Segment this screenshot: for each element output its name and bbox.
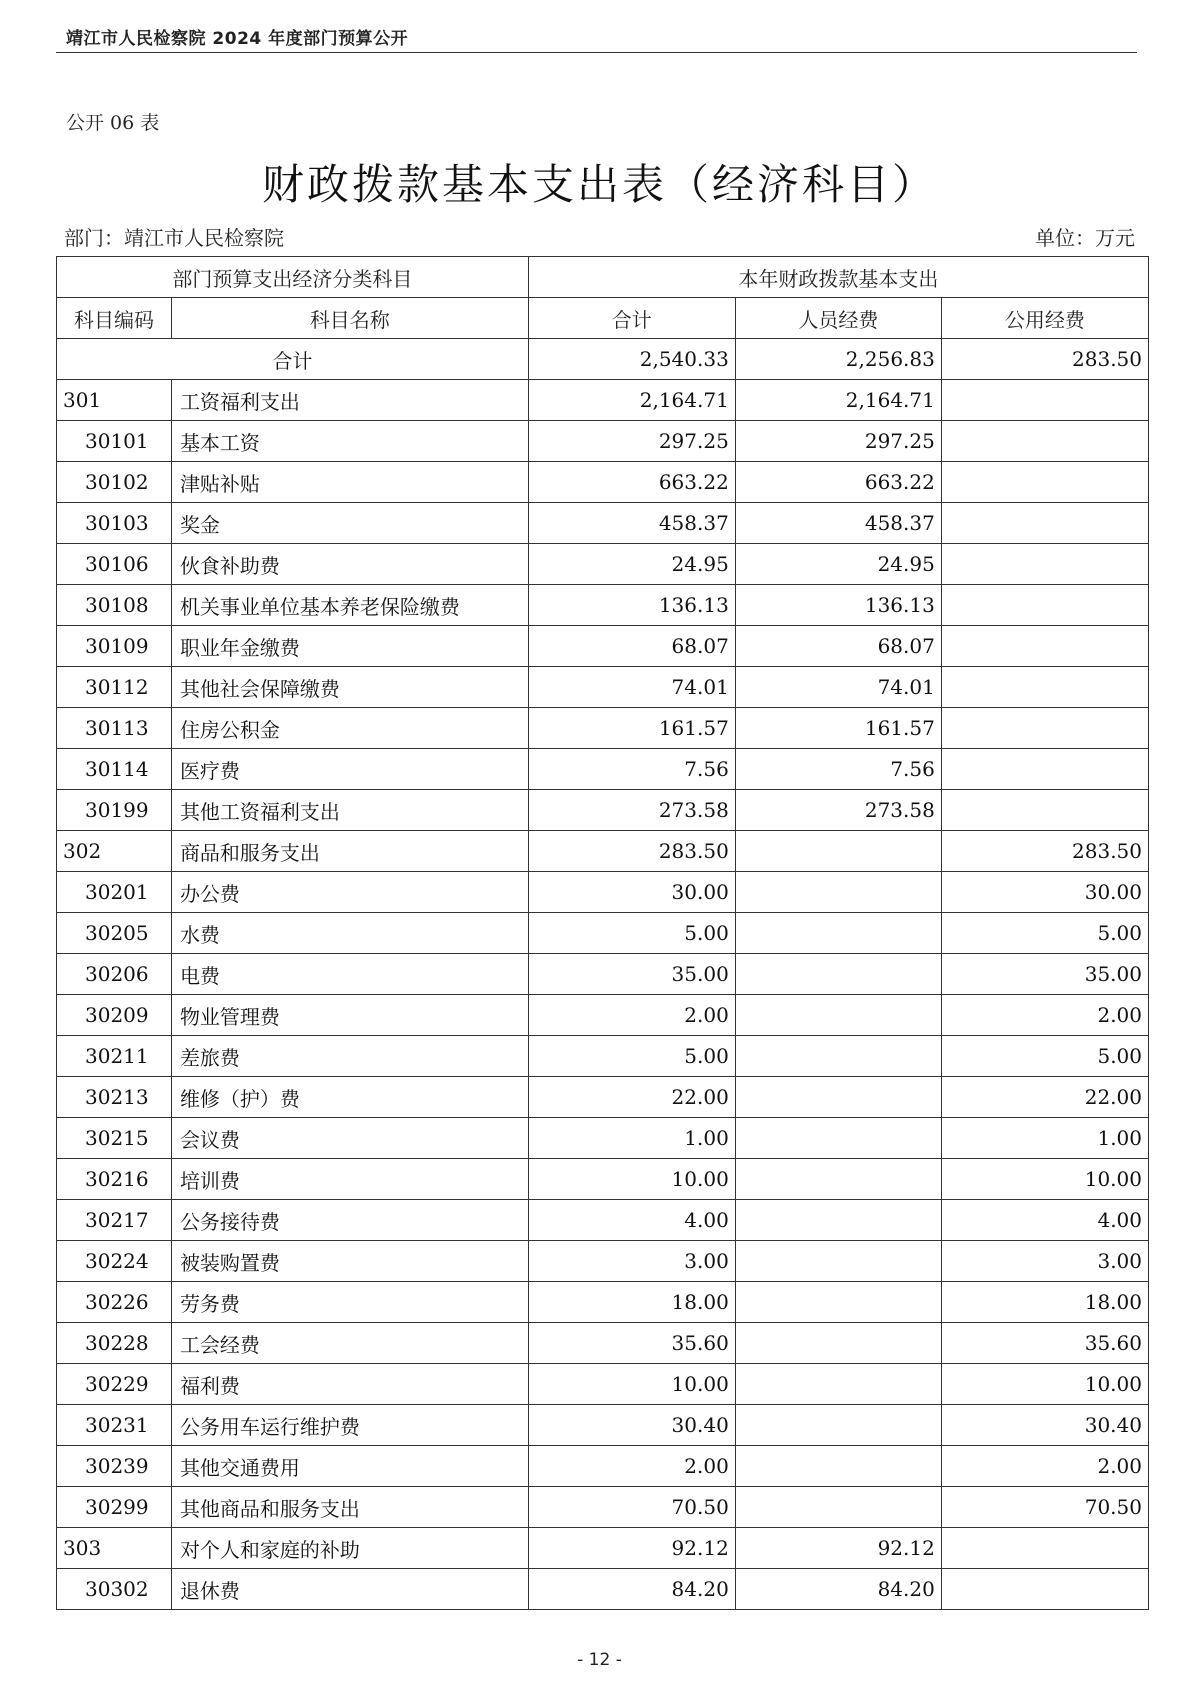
row-total: 10.00 — [528, 1159, 735, 1200]
table-row — [57, 872, 1149, 913]
table-row — [57, 749, 1149, 790]
row-code: 30205 — [57, 913, 172, 954]
row-total: 10.00 — [528, 1364, 735, 1405]
row-code: 30211 — [57, 1036, 172, 1077]
row-name: 被装购置费 — [171, 1241, 528, 1282]
row-total: 4.00 — [528, 1200, 735, 1241]
table-row — [57, 1077, 1149, 1118]
row-public — [941, 667, 1148, 708]
row-personnel — [735, 1159, 941, 1200]
row-personnel — [735, 831, 941, 872]
row-public: 10.00 — [941, 1364, 1148, 1405]
table-row — [57, 708, 1149, 749]
row-personnel — [735, 1241, 941, 1282]
row-code: 30201 — [57, 872, 172, 913]
row-name: 津贴补贴 — [171, 462, 528, 503]
row-name: 工资福利支出 — [171, 380, 528, 421]
table-row — [57, 995, 1149, 1036]
row-total: 35.60 — [528, 1323, 735, 1364]
table-row — [57, 790, 1149, 831]
column-header-public: 公用经费 — [941, 298, 1148, 339]
table-row — [57, 462, 1149, 503]
row-personnel — [735, 1077, 941, 1118]
row-total: 5.00 — [528, 913, 735, 954]
row-name: 其他交通费用 — [171, 1446, 528, 1487]
row-total: 283.50 — [528, 831, 735, 872]
row-code: 30113 — [57, 708, 172, 749]
row-personnel: 273.58 — [735, 790, 941, 831]
row-public — [941, 544, 1148, 585]
row-total: 74.01 — [528, 667, 735, 708]
department-label: 部门：靖江市人民检察院 — [64, 226, 284, 250]
row-personnel: 663.22 — [735, 462, 941, 503]
table-row — [57, 831, 1149, 872]
row-code: 30224 — [57, 1241, 172, 1282]
row-public: 5.00 — [941, 1036, 1148, 1077]
column-header-name: 科目名称 — [171, 298, 528, 339]
row-public — [941, 503, 1148, 544]
row-name: 其他社会保障缴费 — [171, 667, 528, 708]
row-total: 68.07 — [528, 626, 735, 667]
row-total: 70.50 — [528, 1487, 735, 1528]
row-personnel — [735, 1405, 941, 1446]
table-row — [57, 1323, 1149, 1364]
group-header-basic-expenditure: 本年财政拨款基本支出 — [528, 257, 1148, 298]
row-code: 30206 — [57, 954, 172, 995]
total-public: 283.50 — [941, 339, 1148, 380]
column-header-code: 科目编码 — [57, 298, 172, 339]
row-name: 职业年金缴费 — [171, 626, 528, 667]
table-row — [57, 503, 1149, 544]
table-row — [57, 1118, 1149, 1159]
row-code: 30229 — [57, 1364, 172, 1405]
table-row — [57, 1405, 1149, 1446]
row-total: 5.00 — [528, 1036, 735, 1077]
row-public — [941, 421, 1148, 462]
row-personnel: 74.01 — [735, 667, 941, 708]
row-name: 培训费 — [171, 1159, 528, 1200]
row-name: 公务接待费 — [171, 1200, 528, 1241]
row-total: 84.20 — [528, 1569, 735, 1610]
row-personnel: 24.95 — [735, 544, 941, 585]
table-row — [57, 954, 1149, 995]
row-name: 伙食补助费 — [171, 544, 528, 585]
table-row — [57, 1364, 1149, 1405]
row-public — [941, 749, 1148, 790]
row-code: 30101 — [57, 421, 172, 462]
row-total: 35.00 — [528, 954, 735, 995]
row-public — [941, 380, 1148, 421]
row-public: 4.00 — [941, 1200, 1148, 1241]
table-row — [57, 913, 1149, 954]
table-row — [57, 1241, 1149, 1282]
row-personnel — [735, 1282, 941, 1323]
table-row — [57, 1528, 1149, 1569]
row-total: 273.58 — [528, 790, 735, 831]
row-code: 30108 — [57, 585, 172, 626]
row-total: 136.13 — [528, 585, 735, 626]
row-name: 退休费 — [171, 1569, 528, 1610]
row-name: 电费 — [171, 954, 528, 995]
row-code: 30114 — [57, 749, 172, 790]
row-public — [941, 585, 1148, 626]
row-total: 30.40 — [528, 1405, 735, 1446]
row-code: 302 — [57, 831, 172, 872]
row-code: 30299 — [57, 1487, 172, 1528]
table-row — [57, 544, 1149, 585]
row-personnel: 297.25 — [735, 421, 941, 462]
row-personnel: 2,164.71 — [735, 380, 941, 421]
row-personnel — [735, 1118, 941, 1159]
row-name: 对个人和家庭的补助 — [171, 1528, 528, 1569]
row-personnel — [735, 1200, 941, 1241]
page-title: 财政拨款基本支出表（经济科目） — [261, 160, 937, 209]
row-public: 3.00 — [941, 1241, 1148, 1282]
row-code: 30231 — [57, 1405, 172, 1446]
row-total: 2.00 — [528, 1446, 735, 1487]
row-total: 1.00 — [528, 1118, 735, 1159]
table-number: 公开 06 表 — [66, 112, 160, 134]
row-total: 2,164.71 — [528, 380, 735, 421]
row-name: 住房公积金 — [171, 708, 528, 749]
row-code: 30215 — [57, 1118, 172, 1159]
table-row — [57, 421, 1149, 462]
page-number: - 12 - — [577, 1650, 622, 1670]
total-personnel: 2,256.83 — [735, 339, 941, 380]
row-total: 161.57 — [528, 708, 735, 749]
row-personnel: 68.07 — [735, 626, 941, 667]
row-personnel — [735, 1323, 941, 1364]
table-row — [57, 1159, 1149, 1200]
table-row — [57, 380, 1149, 421]
table-row — [57, 1487, 1149, 1528]
row-public: 35.00 — [941, 954, 1148, 995]
row-name: 工会经费 — [171, 1323, 528, 1364]
row-name: 劳务费 — [171, 1282, 528, 1323]
row-code: 30102 — [57, 462, 172, 503]
row-public: 35.60 — [941, 1323, 1148, 1364]
unit-label: 单位：万元 — [1035, 226, 1135, 250]
row-personnel: 7.56 — [735, 749, 941, 790]
row-public — [941, 462, 1148, 503]
row-name: 公务用车运行维护费 — [171, 1405, 528, 1446]
table-row — [57, 1282, 1149, 1323]
row-public — [941, 1569, 1148, 1610]
row-name: 差旅费 — [171, 1036, 528, 1077]
row-personnel — [735, 1036, 941, 1077]
total-row — [57, 339, 1149, 380]
row-personnel — [735, 1487, 941, 1528]
row-public: 18.00 — [941, 1282, 1148, 1323]
row-total: 297.25 — [528, 421, 735, 462]
table-row — [57, 626, 1149, 667]
row-name: 基本工资 — [171, 421, 528, 462]
group-header-classification: 部门预算支出经济分类科目 — [57, 257, 529, 298]
row-personnel — [735, 1446, 941, 1487]
row-total: 22.00 — [528, 1077, 735, 1118]
row-code: 30103 — [57, 503, 172, 544]
row-total: 3.00 — [528, 1241, 735, 1282]
row-personnel — [735, 872, 941, 913]
row-name: 福利费 — [171, 1364, 528, 1405]
row-personnel — [735, 1364, 941, 1405]
header-rule — [56, 52, 1137, 53]
table-row — [57, 585, 1149, 626]
row-name: 奖金 — [171, 503, 528, 544]
row-code: 30199 — [57, 790, 172, 831]
table-row — [57, 1200, 1149, 1241]
row-public: 283.50 — [941, 831, 1148, 872]
row-personnel: 92.12 — [735, 1528, 941, 1569]
row-personnel — [735, 913, 941, 954]
row-code: 30213 — [57, 1077, 172, 1118]
row-public — [941, 1528, 1148, 1569]
row-name: 其他商品和服务支出 — [171, 1487, 528, 1528]
row-personnel: 458.37 — [735, 503, 941, 544]
row-code: 30209 — [57, 995, 172, 1036]
row-total: 18.00 — [528, 1282, 735, 1323]
row-code: 30226 — [57, 1282, 172, 1323]
row-code: 30217 — [57, 1200, 172, 1241]
row-public: 30.00 — [941, 872, 1148, 913]
row-personnel: 84.20 — [735, 1569, 941, 1610]
total-total: 2,540.33 — [528, 339, 735, 380]
row-name: 维修（护）费 — [171, 1077, 528, 1118]
table-row — [57, 1569, 1149, 1610]
row-name: 办公费 — [171, 872, 528, 913]
row-name: 水费 — [171, 913, 528, 954]
row-public: 2.00 — [941, 995, 1148, 1036]
column-header-personnel: 人员经费 — [735, 298, 941, 339]
row-personnel — [735, 995, 941, 1036]
column-header-row — [57, 298, 1149, 339]
row-total: 92.12 — [528, 1528, 735, 1569]
table-row — [57, 667, 1149, 708]
total-label: 合计 — [57, 339, 529, 380]
row-code: 30228 — [57, 1323, 172, 1364]
table-row — [57, 1036, 1149, 1077]
row-public: 5.00 — [941, 913, 1148, 954]
running-header: 靖江市人民检察院 2024 年度部门预算公开 — [66, 29, 409, 49]
row-code: 30239 — [57, 1446, 172, 1487]
group-header-row — [57, 257, 1149, 298]
column-header-total: 合计 — [528, 298, 735, 339]
row-total: 458.37 — [528, 503, 735, 544]
row-code: 30216 — [57, 1159, 172, 1200]
row-total: 30.00 — [528, 872, 735, 913]
row-public: 1.00 — [941, 1118, 1148, 1159]
row-code: 301 — [57, 380, 172, 421]
row-name: 商品和服务支出 — [171, 831, 528, 872]
row-name: 机关事业单位基本养老保险缴费 — [171, 585, 528, 626]
table-row — [57, 1446, 1149, 1487]
row-personnel: 136.13 — [735, 585, 941, 626]
row-name: 物业管理费 — [171, 995, 528, 1036]
row-public: 22.00 — [941, 1077, 1148, 1118]
row-code: 30302 — [57, 1569, 172, 1610]
row-total: 7.56 — [528, 749, 735, 790]
row-name: 其他工资福利支出 — [171, 790, 528, 831]
row-public — [941, 790, 1148, 831]
row-public — [941, 708, 1148, 749]
row-total: 663.22 — [528, 462, 735, 503]
row-public: 2.00 — [941, 1446, 1148, 1487]
row-public: 30.40 — [941, 1405, 1148, 1446]
row-public: 70.50 — [941, 1487, 1148, 1528]
row-public — [941, 626, 1148, 667]
row-personnel: 161.57 — [735, 708, 941, 749]
row-public: 10.00 — [941, 1159, 1148, 1200]
row-name: 医疗费 — [171, 749, 528, 790]
row-code: 30109 — [57, 626, 172, 667]
row-total: 2.00 — [528, 995, 735, 1036]
budget-table — [56, 256, 1149, 1610]
row-code: 303 — [57, 1528, 172, 1569]
row-total: 24.95 — [528, 544, 735, 585]
row-code: 30112 — [57, 667, 172, 708]
row-code: 30106 — [57, 544, 172, 585]
row-name: 会议费 — [171, 1118, 528, 1159]
row-personnel — [735, 954, 941, 995]
